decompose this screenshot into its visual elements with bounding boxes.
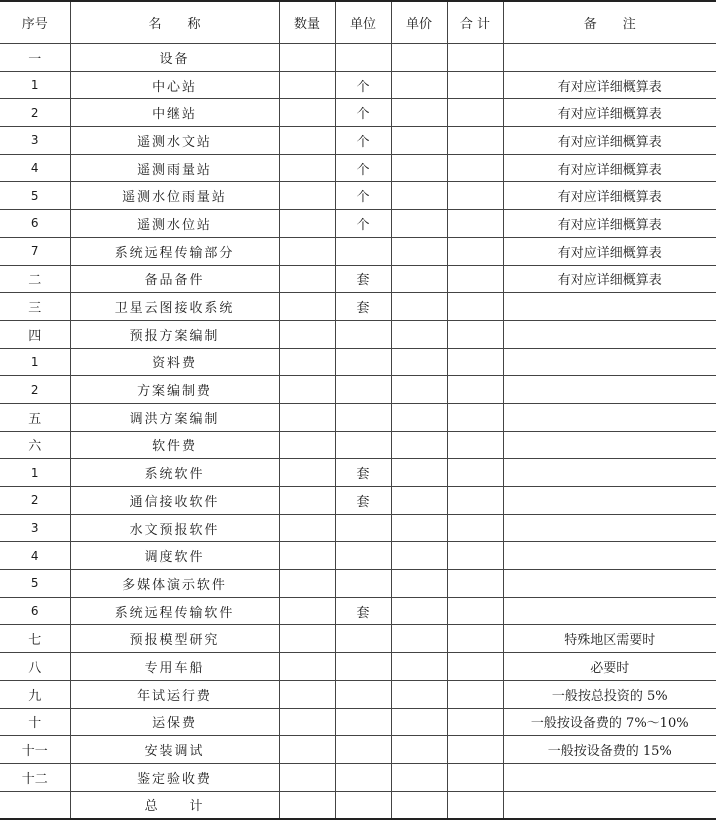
row-seq: 4 <box>0 542 70 570</box>
row-seq: 4 <box>0 154 70 182</box>
row-name: 中心站 <box>70 71 279 99</box>
row-name: 预报模型研究 <box>70 625 279 653</box>
row-note <box>503 403 716 431</box>
row-unit <box>335 763 391 791</box>
row-note <box>503 597 716 625</box>
row-note <box>503 348 716 376</box>
table-row <box>0 127 716 155</box>
row-name: 专用车船 <box>70 653 279 681</box>
table-row <box>0 542 716 570</box>
row-price <box>391 570 447 598</box>
row-unit: 个 <box>335 154 391 182</box>
table-row <box>0 487 716 515</box>
row-total <box>447 431 503 459</box>
row-total <box>447 237 503 265</box>
table-row <box>0 320 716 348</box>
row-unit <box>335 376 391 404</box>
row-qty <box>279 431 335 459</box>
row-note <box>503 570 716 598</box>
row-qty <box>279 542 335 570</box>
table-body <box>0 44 716 820</box>
row-price <box>391 154 447 182</box>
row-unit <box>335 653 391 681</box>
row-seq: 四 <box>0 320 70 348</box>
row-seq: 七 <box>0 625 70 653</box>
row-price <box>391 791 447 819</box>
row-seq: 2 <box>0 487 70 515</box>
row-qty <box>279 763 335 791</box>
row-seq: 九 <box>0 680 70 708</box>
table-row <box>0 459 716 487</box>
row-name: 资料费 <box>70 348 279 376</box>
row-note: 有对应详细概算表 <box>503 265 716 293</box>
row-total <box>447 791 503 819</box>
row-qty <box>279 597 335 625</box>
table-row <box>0 154 716 182</box>
row-total <box>447 459 503 487</box>
row-unit <box>335 44 391 72</box>
row-name: 遥测水位站 <box>70 210 279 238</box>
row-unit <box>335 348 391 376</box>
table-row <box>0 708 716 736</box>
table-row <box>0 71 716 99</box>
row-price <box>391 376 447 404</box>
row-note: 有对应详细概算表 <box>503 127 716 155</box>
row-seq: 二 <box>0 265 70 293</box>
row-unit: 套 <box>335 293 391 321</box>
row-name: 运保费 <box>70 708 279 736</box>
row-unit <box>335 708 391 736</box>
row-price <box>391 763 447 791</box>
row-name: 中继站 <box>70 99 279 127</box>
table-row <box>0 514 716 542</box>
row-note <box>503 293 716 321</box>
row-price <box>391 431 447 459</box>
row-name: 遥测雨量站 <box>70 154 279 182</box>
row-seq: 五 <box>0 403 70 431</box>
row-name: 设备 <box>70 44 279 72</box>
row-name: 卫星云图接收系统 <box>70 293 279 321</box>
row-price <box>391 182 447 210</box>
row-qty <box>279 736 335 764</box>
row-note: 有对应详细概算表 <box>503 154 716 182</box>
row-name: 通信接收软件 <box>70 487 279 515</box>
row-seq: 6 <box>0 597 70 625</box>
row-name: 多媒体演示软件 <box>70 570 279 598</box>
row-price <box>391 403 447 431</box>
row-total <box>447 403 503 431</box>
row-qty <box>279 99 335 127</box>
row-name: 系统远程传输部分 <box>70 237 279 265</box>
row-seq: 1 <box>0 71 70 99</box>
header-unit: 单位 <box>335 1 391 44</box>
row-total <box>447 154 503 182</box>
row-unit: 套 <box>335 597 391 625</box>
row-note <box>503 431 716 459</box>
row-note <box>503 320 716 348</box>
row-note: 必要时 <box>503 653 716 681</box>
row-seq: 1 <box>0 459 70 487</box>
row-note: 有对应详细概算表 <box>503 71 716 99</box>
row-seq: 3 <box>0 514 70 542</box>
row-note: 有对应详细概算表 <box>503 182 716 210</box>
header-seq: 序号 <box>0 1 70 44</box>
row-note: 一般按总投资的 5% <box>503 680 716 708</box>
row-note <box>503 791 716 819</box>
row-qty <box>279 71 335 99</box>
row-price <box>391 293 447 321</box>
row-note: 有对应详细概算表 <box>503 99 716 127</box>
row-qty <box>279 708 335 736</box>
table-row <box>0 293 716 321</box>
row-seq: 一 <box>0 44 70 72</box>
row-note: 有对应详细概算表 <box>503 210 716 238</box>
row-price <box>391 487 447 515</box>
row-qty <box>279 182 335 210</box>
row-price <box>391 44 447 72</box>
row-unit <box>335 237 391 265</box>
row-price <box>391 320 447 348</box>
row-price <box>391 127 447 155</box>
row-price <box>391 237 447 265</box>
row-seq <box>0 791 70 819</box>
row-unit <box>335 320 391 348</box>
table-row <box>0 680 716 708</box>
row-total <box>447 763 503 791</box>
row-seq: 5 <box>0 570 70 598</box>
row-qty <box>279 265 335 293</box>
row-seq: 2 <box>0 99 70 127</box>
row-price <box>391 736 447 764</box>
row-price <box>391 71 447 99</box>
row-total <box>447 348 503 376</box>
row-name: 鉴定验收费 <box>70 763 279 791</box>
header-price: 单价 <box>391 1 447 44</box>
row-qty <box>279 459 335 487</box>
row-total <box>447 376 503 404</box>
row-unit: 个 <box>335 127 391 155</box>
row-name: 安装调试 <box>70 736 279 764</box>
table-row <box>0 736 716 764</box>
row-note <box>503 763 716 791</box>
header-name: 名 称 <box>70 1 279 44</box>
row-total <box>447 127 503 155</box>
row-seq: 7 <box>0 237 70 265</box>
table-row <box>0 597 716 625</box>
row-total <box>447 210 503 238</box>
row-unit <box>335 791 391 819</box>
row-total <box>447 44 503 72</box>
row-note: 一般按设备费的 15% <box>503 736 716 764</box>
row-name: 系统远程传输软件 <box>70 597 279 625</box>
row-seq: 六 <box>0 431 70 459</box>
row-note <box>503 487 716 515</box>
row-price <box>391 210 447 238</box>
table-row <box>0 265 716 293</box>
row-unit: 个 <box>335 99 391 127</box>
table-row <box>0 431 716 459</box>
row-qty <box>279 348 335 376</box>
row-price <box>391 680 447 708</box>
table-header-row <box>0 1 716 44</box>
row-qty <box>279 680 335 708</box>
row-name: 遥测水文站 <box>70 127 279 155</box>
row-price <box>391 542 447 570</box>
row-unit: 套 <box>335 265 391 293</box>
row-total <box>447 514 503 542</box>
row-qty <box>279 127 335 155</box>
row-price <box>391 99 447 127</box>
table-row <box>0 210 716 238</box>
table-row <box>0 99 716 127</box>
row-unit <box>335 736 391 764</box>
table-row <box>0 763 716 791</box>
row-total <box>447 653 503 681</box>
row-unit <box>335 514 391 542</box>
row-price <box>391 459 447 487</box>
row-unit: 个 <box>335 210 391 238</box>
row-qty <box>279 625 335 653</box>
row-seq: 三 <box>0 293 70 321</box>
row-unit: 套 <box>335 459 391 487</box>
row-qty <box>279 237 335 265</box>
row-seq: 十一 <box>0 736 70 764</box>
table-row <box>0 570 716 598</box>
row-seq: 十 <box>0 708 70 736</box>
row-seq: 1 <box>0 348 70 376</box>
row-price <box>391 597 447 625</box>
row-qty <box>279 653 335 681</box>
row-note: 特殊地区需要时 <box>503 625 716 653</box>
row-seq: 6 <box>0 210 70 238</box>
row-qty <box>279 376 335 404</box>
row-name: 调洪方案编制 <box>70 403 279 431</box>
row-unit <box>335 570 391 598</box>
row-qty <box>279 210 335 238</box>
row-price <box>391 653 447 681</box>
row-name: 水文预报软件 <box>70 514 279 542</box>
row-unit: 个 <box>335 71 391 99</box>
header-qty: 数量 <box>279 1 335 44</box>
row-qty <box>279 403 335 431</box>
row-name: 调度软件 <box>70 542 279 570</box>
row-price <box>391 625 447 653</box>
row-qty <box>279 791 335 819</box>
row-qty <box>279 514 335 542</box>
row-total <box>447 680 503 708</box>
row-total <box>447 320 503 348</box>
row-seq: 2 <box>0 376 70 404</box>
row-qty <box>279 154 335 182</box>
table-row <box>0 376 716 404</box>
row-name: 预报方案编制 <box>70 320 279 348</box>
row-unit <box>335 625 391 653</box>
row-total <box>447 99 503 127</box>
row-unit <box>335 403 391 431</box>
row-total <box>447 487 503 515</box>
row-qty <box>279 487 335 515</box>
row-note <box>503 459 716 487</box>
row-seq: 3 <box>0 127 70 155</box>
row-note <box>503 542 716 570</box>
table-row <box>0 403 716 431</box>
table-row <box>0 625 716 653</box>
row-name: 软件费 <box>70 431 279 459</box>
table-row <box>0 237 716 265</box>
row-total <box>447 597 503 625</box>
row-qty <box>279 44 335 72</box>
row-qty <box>279 320 335 348</box>
row-unit <box>335 542 391 570</box>
table-row <box>0 791 716 819</box>
header-note: 备 注 <box>503 1 716 44</box>
row-unit: 套 <box>335 487 391 515</box>
row-total <box>447 736 503 764</box>
row-name: 年试运行费 <box>70 680 279 708</box>
row-note: 一般按设备费的 7%～10% <box>503 708 716 736</box>
row-note: 有对应详细概算表 <box>503 237 716 265</box>
row-note <box>503 376 716 404</box>
row-total <box>447 708 503 736</box>
row-price <box>391 514 447 542</box>
row-price <box>391 348 447 376</box>
row-unit <box>335 431 391 459</box>
table-row <box>0 653 716 681</box>
header-total: 合 计 <box>447 1 503 44</box>
row-name: 总 计 <box>70 791 279 819</box>
row-name: 遥测水位雨量站 <box>70 182 279 210</box>
row-name: 系统软件 <box>70 459 279 487</box>
row-seq: 八 <box>0 653 70 681</box>
row-total <box>447 182 503 210</box>
row-name: 备品备件 <box>70 265 279 293</box>
row-unit: 个 <box>335 182 391 210</box>
row-seq: 十二 <box>0 763 70 791</box>
row-note <box>503 44 716 72</box>
row-total <box>447 570 503 598</box>
row-total <box>447 265 503 293</box>
row-name: 方案编制费 <box>70 376 279 404</box>
row-total <box>447 542 503 570</box>
table-row <box>0 182 716 210</box>
row-price <box>391 265 447 293</box>
row-unit <box>335 680 391 708</box>
row-price <box>391 708 447 736</box>
table-row <box>0 348 716 376</box>
row-qty <box>279 293 335 321</box>
row-total <box>447 625 503 653</box>
row-total <box>447 293 503 321</box>
row-note <box>503 514 716 542</box>
row-qty <box>279 570 335 598</box>
row-total <box>447 71 503 99</box>
row-seq: 5 <box>0 182 70 210</box>
table-row <box>0 44 716 72</box>
